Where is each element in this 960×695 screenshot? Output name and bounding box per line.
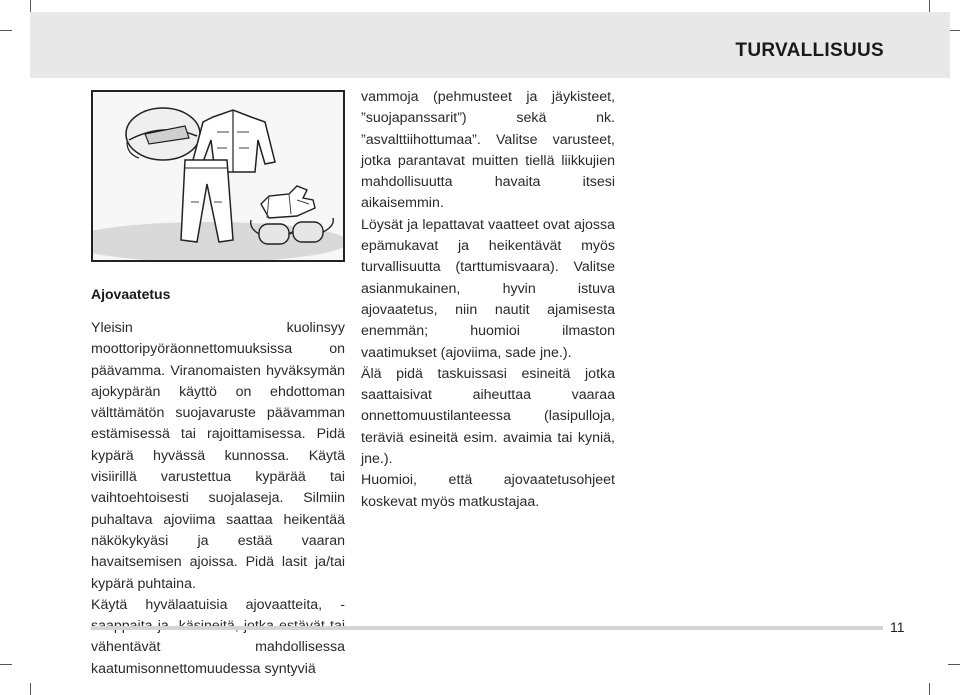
helmet-icon (126, 108, 200, 160)
paragraph: Käytä hyvälaatuisia ajovaatteita, - vähentävät mahdollisessa kaatumisonnettomuudessa syntyviä (91, 596, 345, 677)
paragraph: Älä pidä taskuissasi esineitä jotka saattaisivat aiheuttaa vaaraa onnettomuustilanteessa (lasipulloja, teräviä esineitä esim. avaimia tai kyniä, jne.). (361, 365, 615, 468)
footer-rule (91, 626, 883, 630)
crop-mark (0, 30, 12, 31)
gloves-icon (261, 186, 315, 218)
article-subheading: Ajovaatetus (91, 286, 171, 302)
crop-mark (948, 664, 960, 665)
crop-mark (30, 683, 31, 695)
crop-mark (929, 683, 930, 695)
paragraph: Löysät ja lepattavat vaatteet ovat ajossa epämukavat ja heikentävät myös turvallisuutta (tarttumisvaara). Valitse asianmukainen, hyvin istuva ajovaatetus, niin nautit ajamisesta enemmän; huomioi ilmaston vaatimukset (ajoviima, sade jne.). (361, 216, 615, 361)
paragraph: vammoja (pehmusteet ja jäykisteet, ”suojapanssarit”) sekä nk. ”asvalttiihottumaa”. Valitse varusteet, jotka parantavat muitten tiellä liikkujien mahdollisuutta havaita itsesi aikaisemmin. (361, 89, 615, 212)
riding-gear-illustration (91, 90, 345, 262)
crop-mark (30, 0, 31, 12)
right-column (361, 87, 615, 513)
crop-mark (929, 0, 930, 12)
page-number: 11 (890, 619, 905, 635)
paragraph: Yleisin kuolinsyy moottoripyöräonnettomuuksissa on päävamma. Viranomaisten hyväksymän ajokypärän käyttö on ehdottoman välttämätön suojavaruste päävamman estämisessä tai rajoittamisessa. Pidä kypärä hyvässä kunnossa. Käytä visiirillä varustettua kypärää tai vaihtoehtoisesti suojalaseja. Silmiin puhaltava ajoviima saattaa heikentää näkökykyäsi ja estää vaaran havaitsemisen ajoissa. Pidä lasit ja/tai kypärä puhtaina. (91, 320, 345, 592)
section-title: TURVALLISUUS (735, 40, 884, 61)
crop-mark (0, 664, 12, 665)
paragraph: Huomioi, että ajovaatetusohjeet koskevat myös matkustajaa. (361, 472, 615, 510)
